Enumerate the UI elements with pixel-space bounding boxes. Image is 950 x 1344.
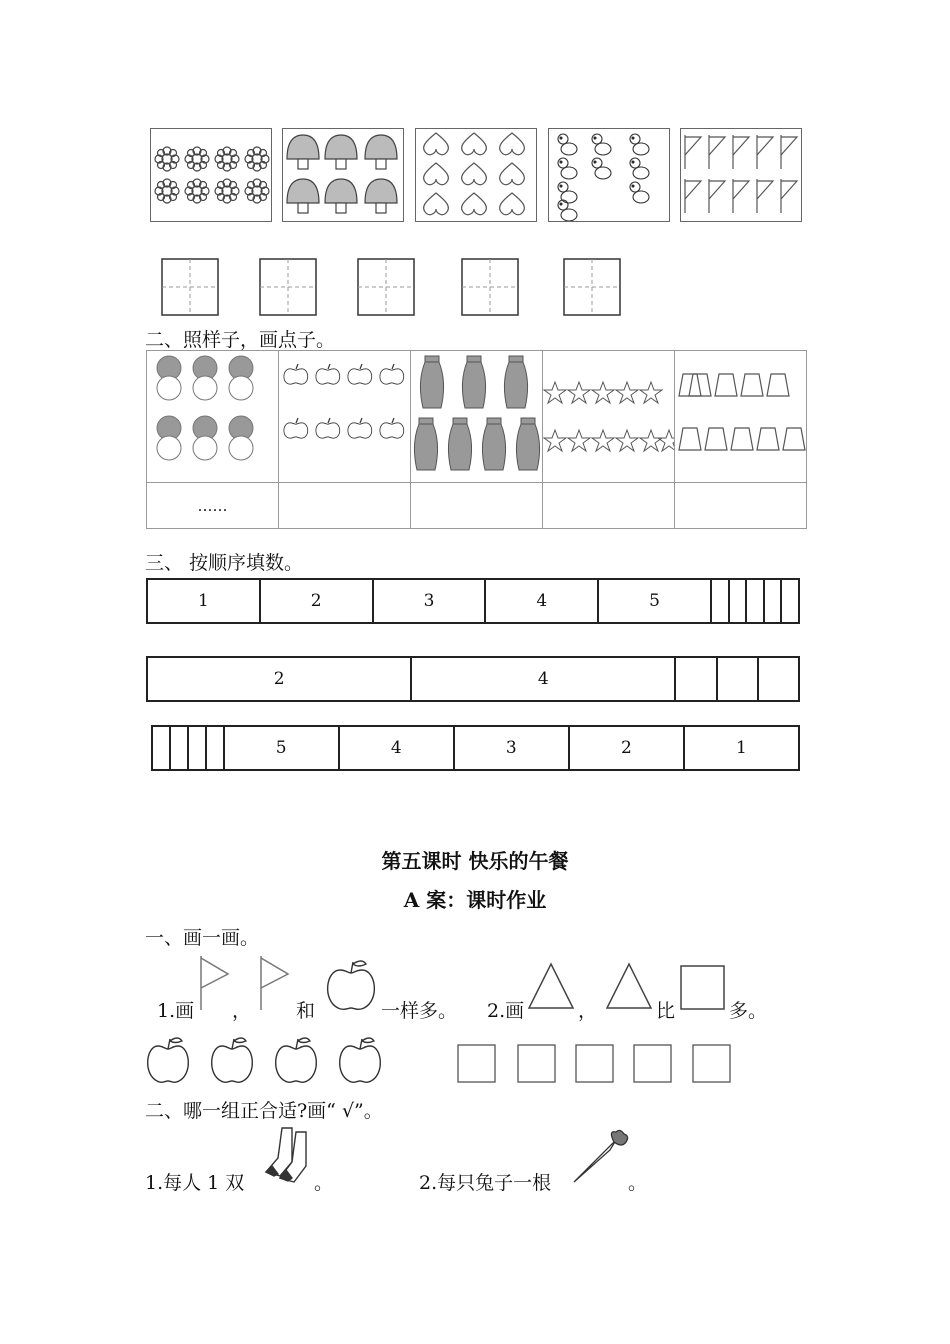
number-cell[interactable]: [758, 657, 799, 701]
number-cell: 4: [339, 726, 454, 770]
number-cell[interactable]: [170, 726, 188, 770]
number-cell[interactable]: [746, 579, 764, 623]
square-icon: [679, 964, 727, 1012]
dots-answer-cell[interactable]: ……: [147, 483, 279, 529]
q2-comma: ，: [578, 1000, 598, 1022]
number-cell: 3: [373, 579, 486, 623]
flower-icons: [151, 129, 271, 221]
sequence-row-1: [146, 578, 800, 624]
number-cell: 3: [454, 726, 569, 770]
dots-answer-cell[interactable]: [279, 483, 411, 529]
radish-cell: [147, 351, 279, 483]
card-mushrooms: [282, 128, 404, 222]
vase-icons: [411, 352, 542, 482]
dots-answer-cell[interactable]: [543, 483, 675, 529]
card-flags: [680, 128, 802, 222]
q1-comma: ，: [232, 1000, 252, 1022]
q2-compare: 比: [656, 1000, 676, 1022]
radish-icons: [147, 352, 278, 482]
number-cell: 5: [598, 579, 711, 623]
number-cell[interactable]: [781, 579, 799, 623]
apple-icon: [322, 956, 380, 1012]
dots-answer-cell[interactable]: [411, 483, 543, 529]
card-chicks: [548, 128, 670, 222]
number-cell: 1: [147, 579, 260, 623]
sequence-row-3: [151, 725, 800, 771]
trapezoid-icons: [675, 352, 806, 482]
trapezoid-cell: [675, 351, 807, 483]
number-cell: 5: [224, 726, 339, 770]
q1-prefix: 1.画: [157, 1000, 195, 1022]
number-cell[interactable]: [717, 657, 758, 701]
apple-cell: [279, 351, 411, 483]
apple-icons: [279, 352, 410, 482]
part2-heading: 二、哪一组正合适?画“ √”。: [145, 1100, 383, 1122]
part2-q2-end: 。: [628, 1172, 648, 1194]
number-cell[interactable]: [206, 726, 224, 770]
q1-and: 和: [296, 1000, 316, 1022]
apple-group: [142, 1034, 392, 1086]
socks-icon: [252, 1124, 314, 1186]
triangle-icon: [526, 960, 576, 1012]
section3-heading: 三、 按顺序填数。: [145, 552, 304, 574]
number-cell: 1: [684, 726, 799, 770]
part2-q2-text: 2.每只兔子一根: [419, 1172, 552, 1194]
flag-icon: [258, 952, 294, 1012]
star-icons: [543, 352, 674, 482]
flag-icons: [681, 129, 801, 221]
number-cell[interactable]: [764, 579, 782, 623]
mushroom-icons: [283, 129, 403, 221]
chick-icons: [549, 129, 669, 221]
number-cell[interactable]: [675, 657, 716, 701]
number-cell: 2: [260, 579, 373, 623]
square-group: [456, 1043, 736, 1085]
number-cell: 4: [411, 657, 675, 701]
triangle-icon: [604, 960, 654, 1012]
vase-cell: [411, 351, 543, 483]
sequence-row-2: [146, 656, 800, 702]
number-cell[interactable]: [188, 726, 206, 770]
card-hearts: [415, 128, 537, 222]
q2-suffix: 多。: [729, 1000, 768, 1022]
number-cell[interactable]: [711, 579, 729, 623]
card-flowers: [150, 128, 272, 222]
carrot-icon: [570, 1128, 630, 1188]
dots-table: [146, 350, 807, 529]
heart-icons: [416, 129, 536, 221]
star-cell: [543, 351, 675, 483]
section2-heading: 二、照样子，画点子。: [145, 329, 336, 351]
part2-q1-text: 1.每人 1 双: [145, 1172, 245, 1194]
q2-prefix: 2.画: [487, 1000, 525, 1022]
number-cell: 2: [569, 726, 684, 770]
lesson-title: 第五课时 快乐的午餐: [381, 849, 569, 873]
number-cell: 4: [485, 579, 598, 623]
flag-icon: [198, 952, 234, 1012]
number-cell[interactable]: [729, 579, 747, 623]
number-cell[interactable]: [152, 726, 170, 770]
part1-heading: 一、画一画。: [145, 927, 260, 949]
writing-box[interactable]: [162, 259, 218, 315]
q1-suffix: 一样多。: [381, 1000, 458, 1022]
part2-q1-end: 。: [314, 1172, 334, 1194]
dots-answer-cell[interactable]: [675, 483, 807, 529]
number-cell: 2: [147, 657, 411, 701]
lesson-subtitle: A 案：课时作业: [403, 888, 547, 912]
